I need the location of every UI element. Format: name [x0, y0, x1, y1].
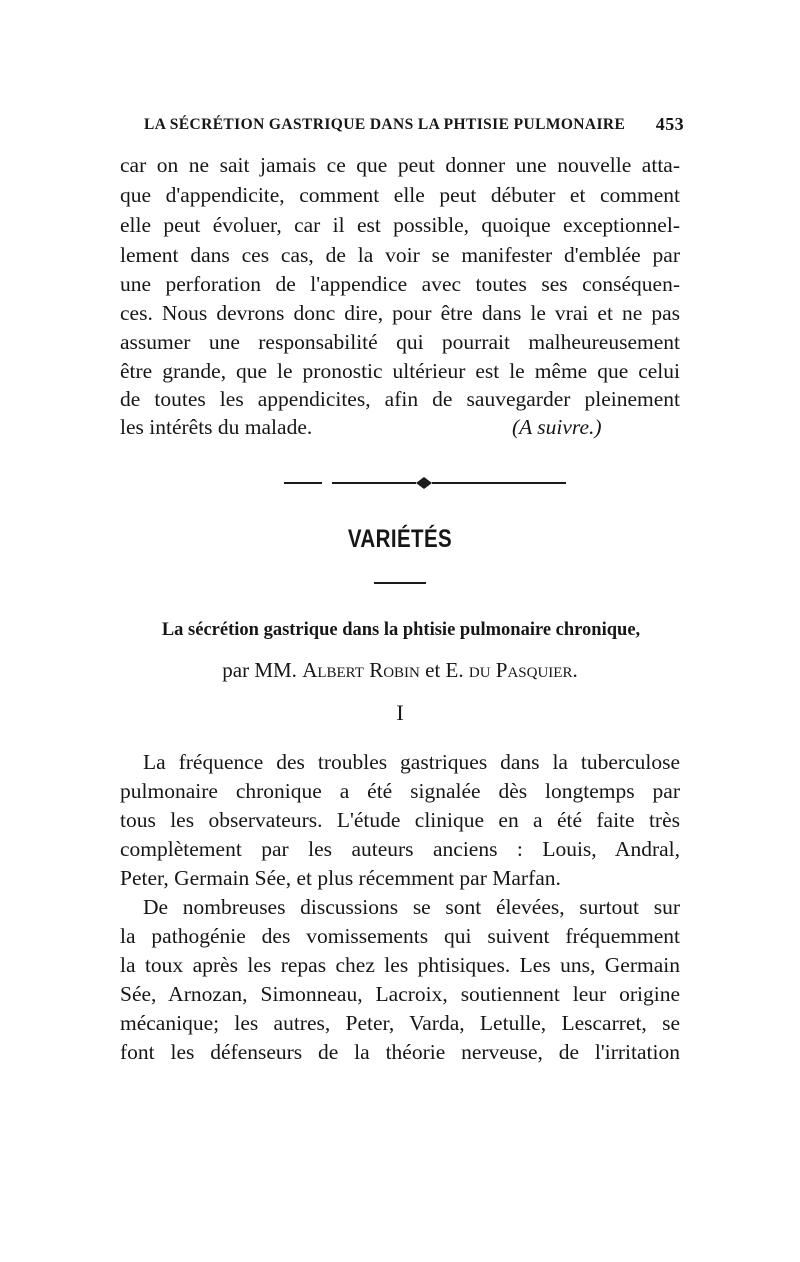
to-be-continued: (A suivre.)	[512, 415, 602, 439]
article-title: La sécrétion gastrique dans la phtisie pulmonaire chronique,	[161, 620, 641, 640]
byline-prefix: par MM.	[222, 658, 297, 682]
diamond-ornament-icon	[416, 477, 432, 489]
byline-joiner: et E.	[425, 658, 464, 682]
byline	[0, 658, 800, 683]
text-line: la toux après les repas chez les phtisiques. Les uns, Germain	[120, 953, 680, 977]
text-line	[120, 412, 680, 442]
author-particle: du	[468, 658, 491, 682]
text-line: assumer une responsabilité qui pourrait malheureusement	[120, 330, 680, 354]
text-line: de toutes les appendicites, afin de sauvegarder pleinement	[120, 387, 680, 411]
text-line: tous les observateurs. L'étude clinique en a été faite très	[120, 808, 680, 832]
section-number: I	[396, 700, 404, 725]
text-line: complètement par les auteurs anciens : Louis, Andral,	[120, 837, 680, 861]
text-line: De nombreuses discussions se sont élevées, surtout sur	[143, 895, 680, 919]
text-line: lement dans ces cas, de la voir se manifester d'emblée par	[120, 243, 680, 267]
text-line: font les défenseurs de la théorie nerveuse, de l'irritation	[120, 1040, 680, 1064]
text-line: ces. Nous devrons donc dire, pour être dans le vrai et ne pas	[120, 301, 680, 325]
text-line: que d'appendicite, comment elle peut débuter et comment	[120, 183, 680, 207]
text-line: être grande, que le pronostic ultérieur est le même que celui	[120, 359, 680, 383]
text-line: la pathogénie des vomissements qui suivent fréquemment	[120, 924, 680, 948]
ornamental-divider	[284, 473, 566, 493]
running-title: LA SÉCRÉTION GASTRIQUE DANS LA PHTISIE PULMONAIRE	[144, 116, 626, 133]
page-number: 453	[655, 114, 684, 134]
text-line: une perforation de l'appendice avec toutes ses conséquen-	[120, 272, 680, 296]
text-line: La fréquence des troubles gastriques dans la tuberculose	[143, 750, 680, 774]
text-line: elle peut évoluer, car il est possible, quoique exceptionnel-	[120, 213, 680, 237]
text-line: Sée, Arnozan, Simonneau, Lacroix, soutiennent leur origine	[120, 982, 680, 1006]
final-line-text: les intérêts du malade.	[120, 415, 313, 439]
author-name: Pasquier.	[495, 658, 578, 682]
text-line: mécanique; les autres, Peter, Varda, Letulle, Lescarret, se	[120, 1011, 680, 1035]
section-title: VARIÉTÉS	[347, 525, 453, 553]
author-name: Albert Robin	[302, 658, 420, 682]
text-line: Peter, Germain Sée, et plus récemment par Marfan.	[120, 866, 561, 890]
text-line: pulmonaire chronique a été signalée dès longtemps par	[120, 779, 680, 803]
short-rule-divider	[374, 582, 426, 584]
text-line: car on ne sait jamais ce que peut donner une nouvelle atta-	[120, 153, 680, 177]
